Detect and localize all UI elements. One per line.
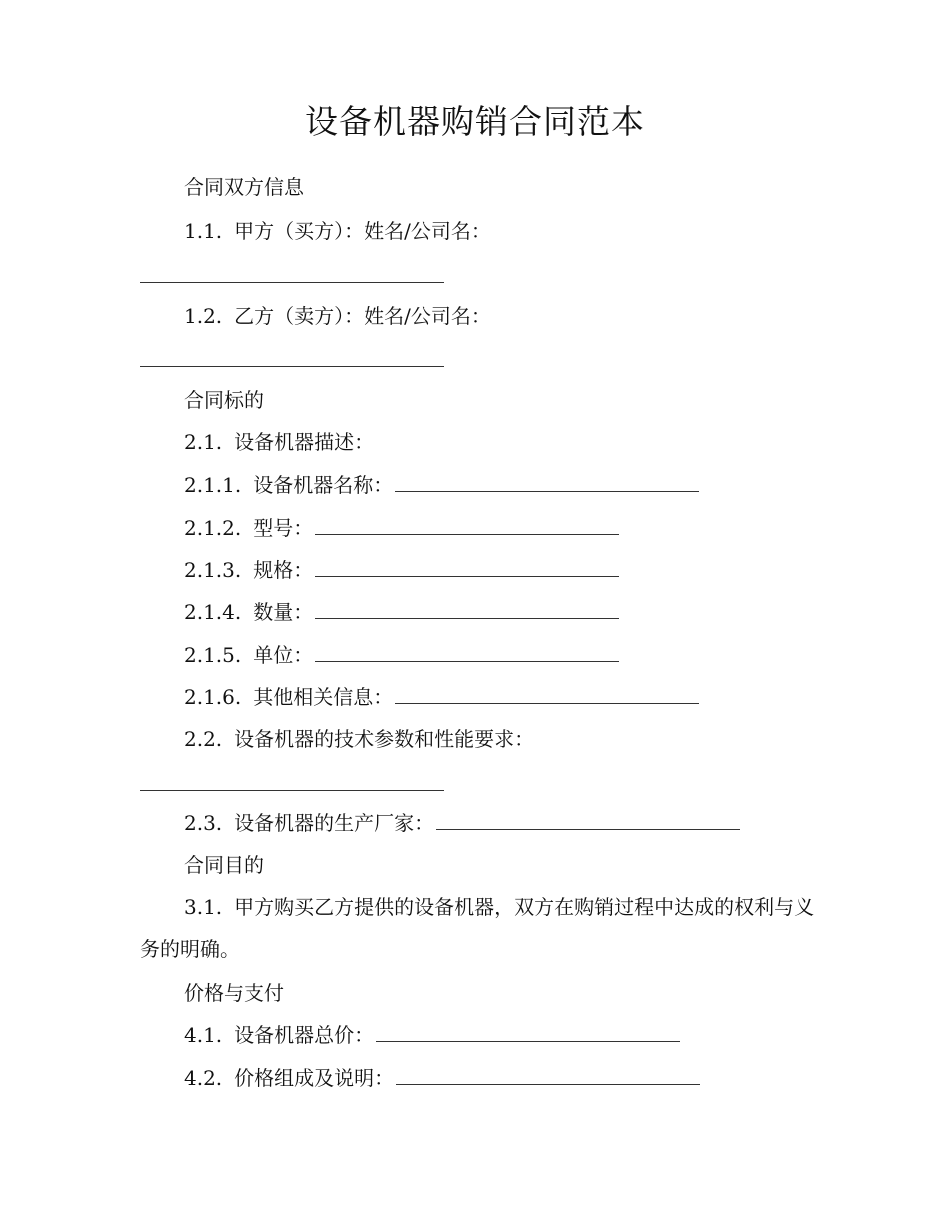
clause-number: 2.1.3. (184, 558, 242, 582)
clause-4-2 (140, 1064, 864, 1092)
clause-text: 设备机器总价： (234, 1023, 375, 1047)
clause-text: 其他相关信息： (253, 685, 394, 709)
clause-text: 价格组成及说明： (234, 1066, 395, 1090)
clause-2-1-4 (140, 598, 864, 626)
clause-2-1 (140, 428, 864, 456)
clause-2-1-1 (140, 471, 864, 499)
clause-number: 2.1.2. (184, 516, 242, 540)
clause-number: 2.1. (184, 430, 223, 454)
clause-text: 甲方购买乙方提供的设备机器，双方在购销过程中达成的权利与义务的明确。 (140, 895, 815, 961)
clause-text: 数量： (253, 600, 314, 624)
clause-text: 设备机器名称： (253, 473, 394, 497)
fill-blank (395, 702, 699, 704)
fill-blank (315, 533, 619, 535)
clause-2-2 (140, 725, 864, 753)
fill-blank (436, 828, 740, 830)
clause-number: 2.3. (184, 811, 223, 835)
clause-text: 规格： (253, 558, 314, 582)
section-heading-subject: 合同标的 (184, 388, 264, 412)
fill-blank-party-b (140, 365, 444, 367)
clause-2-1-6 (140, 683, 864, 711)
clause-2-1-2 (140, 514, 864, 542)
fill-blank (315, 617, 619, 619)
clause-number: 2.1.4. (184, 600, 242, 624)
clause-text: 设备机器的生产厂家： (234, 811, 435, 835)
clause-number: 3.1. (184, 895, 223, 919)
section-heading-price: 价格与支付 (184, 981, 284, 1005)
clause-text: 设备机器的技术参数和性能要求： (234, 727, 535, 751)
clause-4-1 (140, 1021, 864, 1049)
fill-blank (395, 490, 699, 492)
clause-text: 乙方（卖方）：姓名/公司名： (234, 304, 491, 328)
clause-text: 设备机器描述： (234, 430, 375, 454)
clause-number: 4.2. (184, 1066, 223, 1090)
fill-blank (396, 1083, 700, 1085)
clause-text: 甲方（买方）：姓名/公司名： (234, 219, 491, 243)
fill-blank-party-a (140, 281, 444, 283)
clause-number: 1.1. (184, 219, 223, 243)
clause-text: 单位： (253, 643, 314, 667)
clause-2-1-3 (140, 556, 864, 584)
fill-blank (315, 575, 619, 577)
clause-2-3 (140, 809, 864, 837)
clause-number: 2.2. (184, 727, 223, 751)
clause-1-2 (140, 302, 864, 330)
fill-blank (376, 1040, 680, 1042)
clause-2-1-5 (140, 641, 864, 669)
clause-number: 4.1. (184, 1023, 223, 1047)
clause-text: 型号： (253, 516, 314, 540)
clause-number: 2.1.1. (184, 473, 242, 497)
clause-number: 2.1.6. (184, 685, 242, 709)
clause-3-1 (140, 886, 820, 970)
document-title: 设备机器购销合同范本 (305, 102, 645, 141)
fill-blank-tech-params (140, 789, 444, 791)
section-heading-purpose: 合同目的 (184, 853, 264, 877)
clause-1-1 (140, 217, 864, 245)
section-heading-parties: 合同双方信息 (184, 175, 304, 199)
clause-number: 1.2. (184, 304, 223, 328)
clause-number: 2.1.5. (184, 643, 242, 667)
fill-blank (315, 660, 619, 662)
